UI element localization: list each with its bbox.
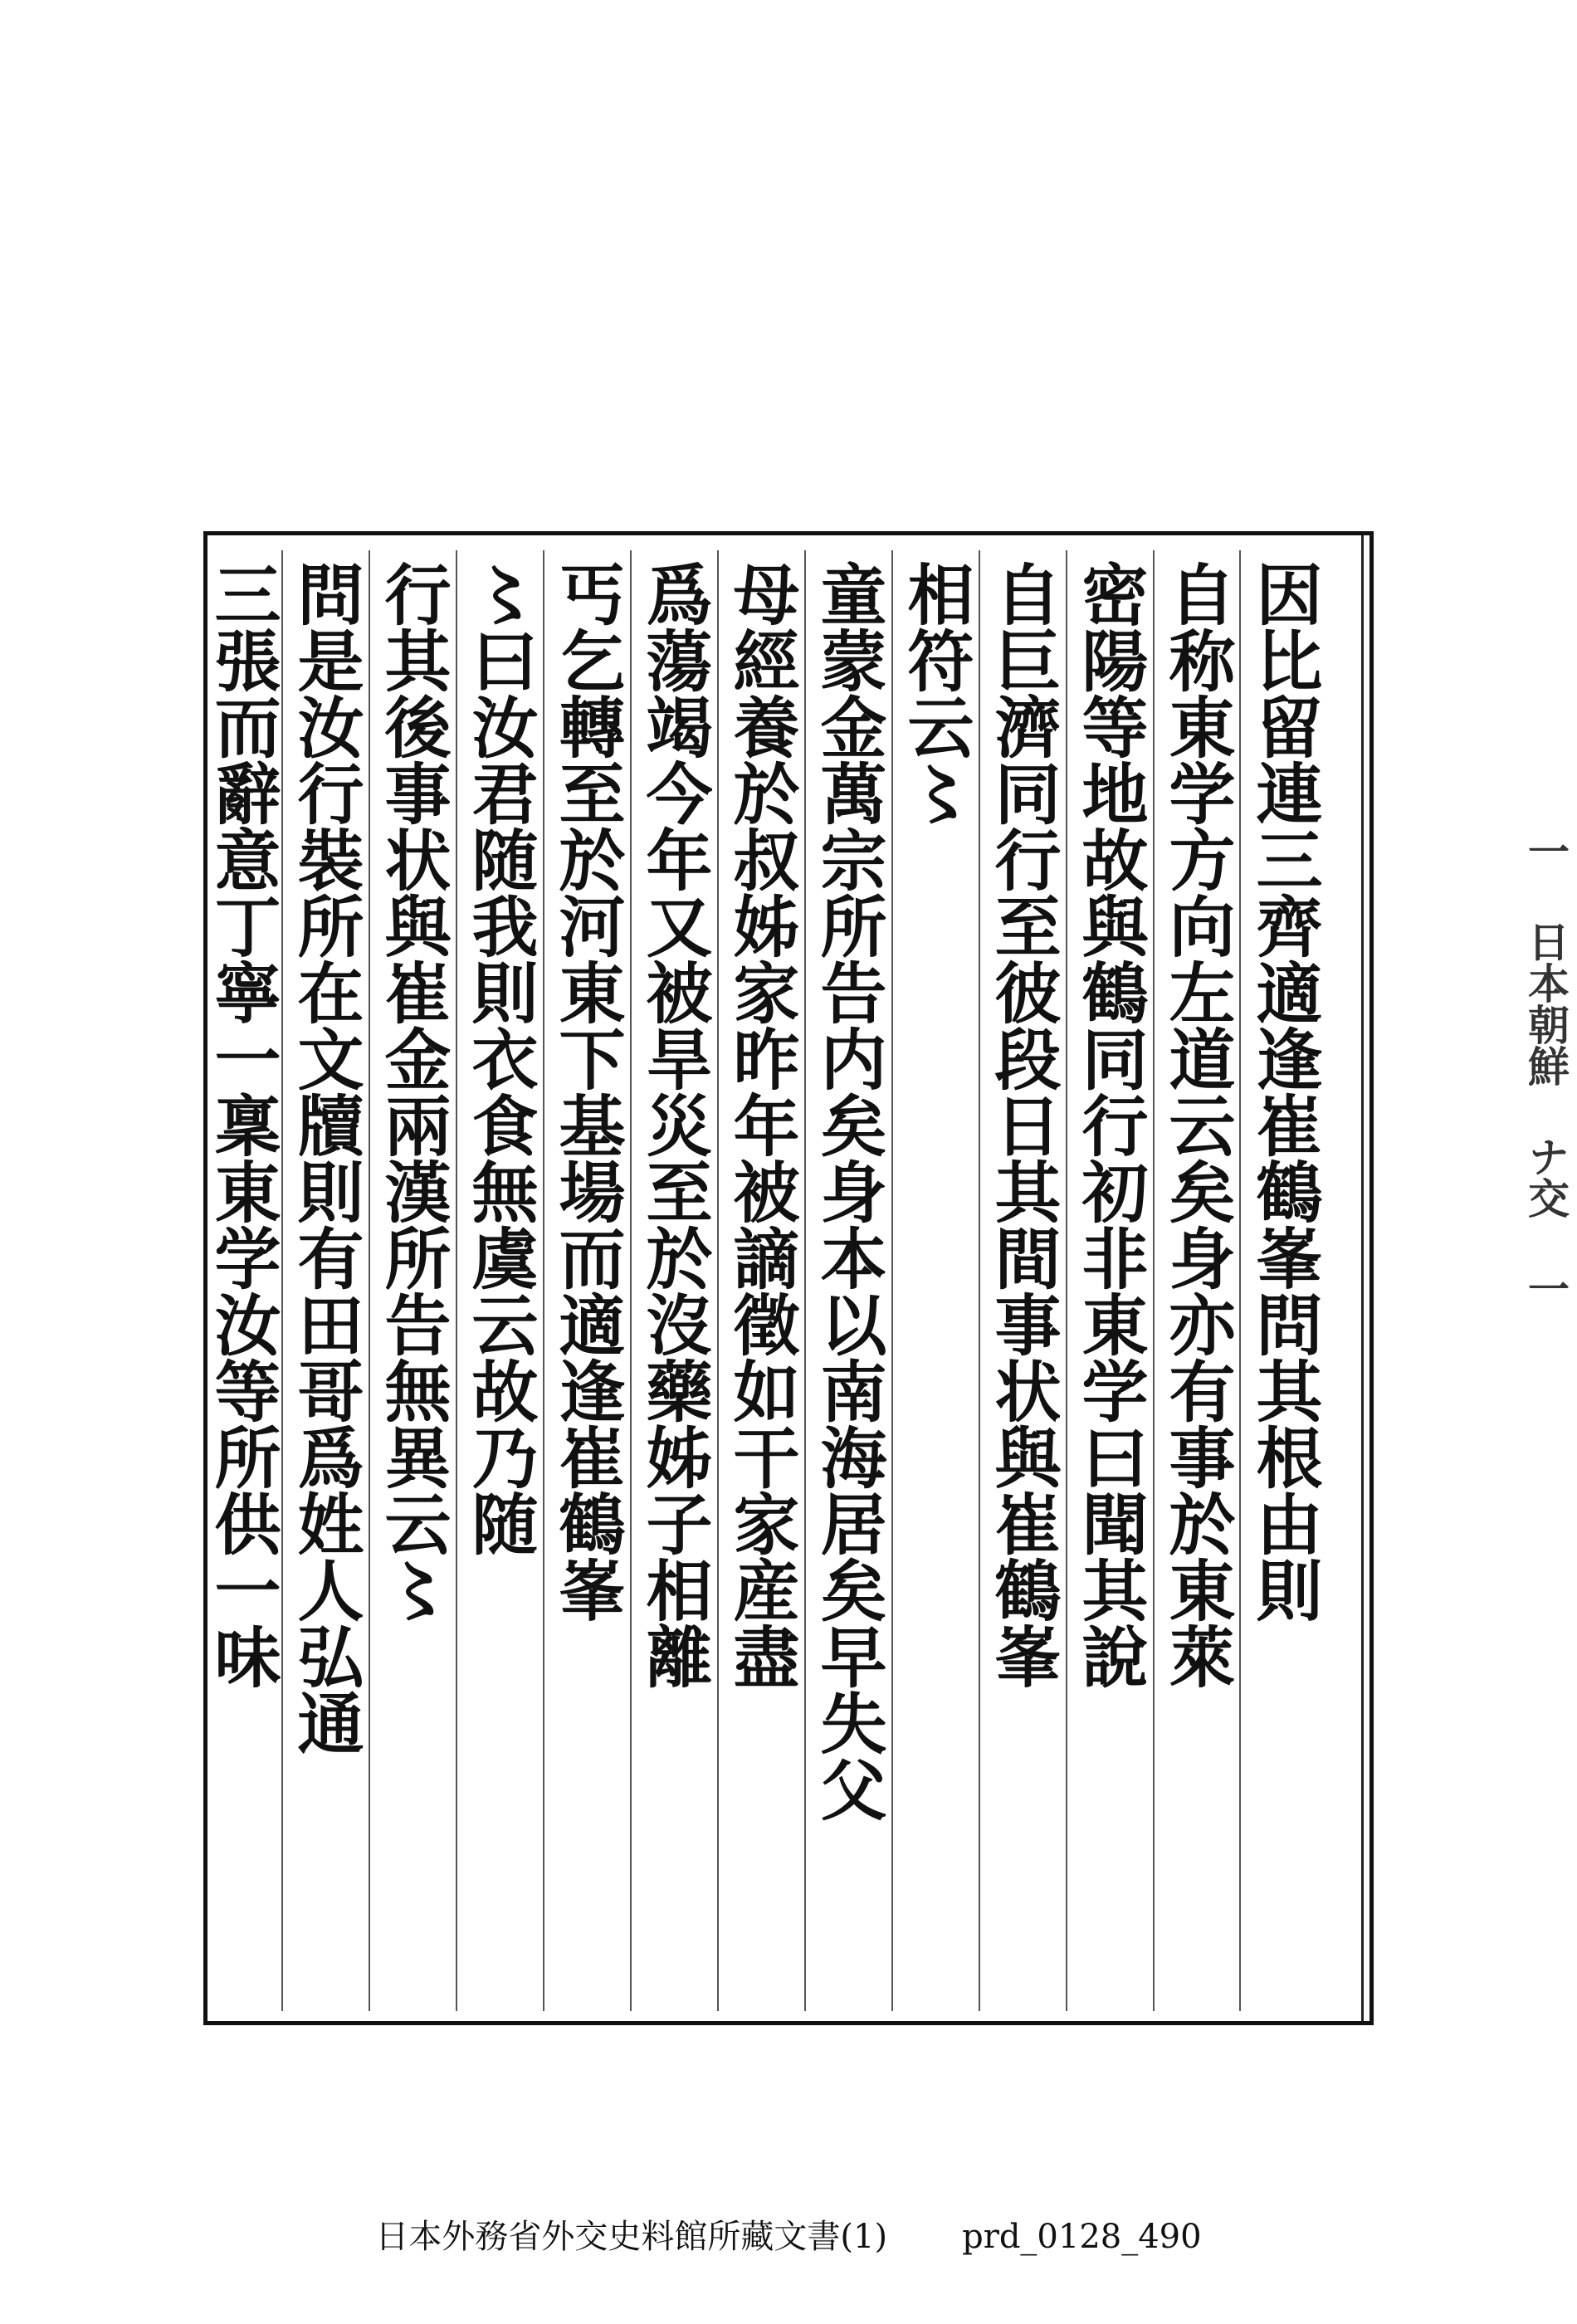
column-rule [717,550,719,2011]
text-frame [203,531,1374,2025]
column-text: 問是汝行裝所在文牘則有田哥爲姓人弘通 [286,560,364,1755]
column-text: 母經養於叔姊家昨年被謫徵如干家産盡 [722,560,800,1689]
column-rule [456,550,457,2011]
footer-code: prd_0128_490 [962,2218,1202,2256]
column-text: 相符云〻 [896,560,974,826]
text-column [1070,560,1150,2004]
footer-collection: 日本外務省外交史料館所藏文書(1) [375,2218,888,2256]
margin-note: 一 日本朝鮮 ナ交 一 [1521,830,1570,1309]
column-rule [804,550,806,2011]
column-text: 因比留連三齊適逢崔鶴峯問其根由則 [1245,560,1323,1623]
text-column [286,560,365,2004]
column-text: 童蒙金萬宗所告内矣身本以南海居矣早失父 [809,560,887,1822]
text-column [983,560,1062,2004]
column-rule [891,550,893,2011]
column-rule [1239,550,1241,2011]
column-text: 丐乞轉至於河東下基場而適逢崔鶴峯 [548,560,626,1623]
footer-caption [0,2210,1577,2258]
text-column [721,560,801,2004]
text-column [373,560,452,2004]
column-rule [369,550,370,2011]
text-column [1244,560,1324,2004]
text-column [1157,560,1237,2004]
column-rule [543,550,544,2011]
column-text: 〻曰汝君随我則衣食無虞云故乃随 [461,560,539,1556]
column-rule [1153,550,1155,2011]
text-column [634,560,714,2004]
text-column [896,560,975,2004]
column-rule [1066,550,1067,2011]
column-text: 爲蕩竭今年又被旱災至於沒藥姊子相離 [635,560,713,1689]
column-rule [630,550,632,2011]
column-rule [979,550,980,2011]
column-text: 自巨濟同行至彼段日其間事状與崔鶴峯 [984,560,1062,1689]
column-text: 密陽等地故與鶴同行初非東学曰聞其說 [1071,560,1149,1689]
text-column [547,560,627,2004]
column-text: 自称東学方向左道云矣身亦有事於東萊 [1158,560,1236,1689]
column-text: 行其後事状與崔金兩漢所告無異云〻 [374,560,452,1623]
text-column [808,560,888,2004]
text-column [460,560,540,2004]
text-column [203,560,282,2004]
column-text: 三張而辭意丁寧一稟東学汝等所供一味 [203,560,281,1689]
